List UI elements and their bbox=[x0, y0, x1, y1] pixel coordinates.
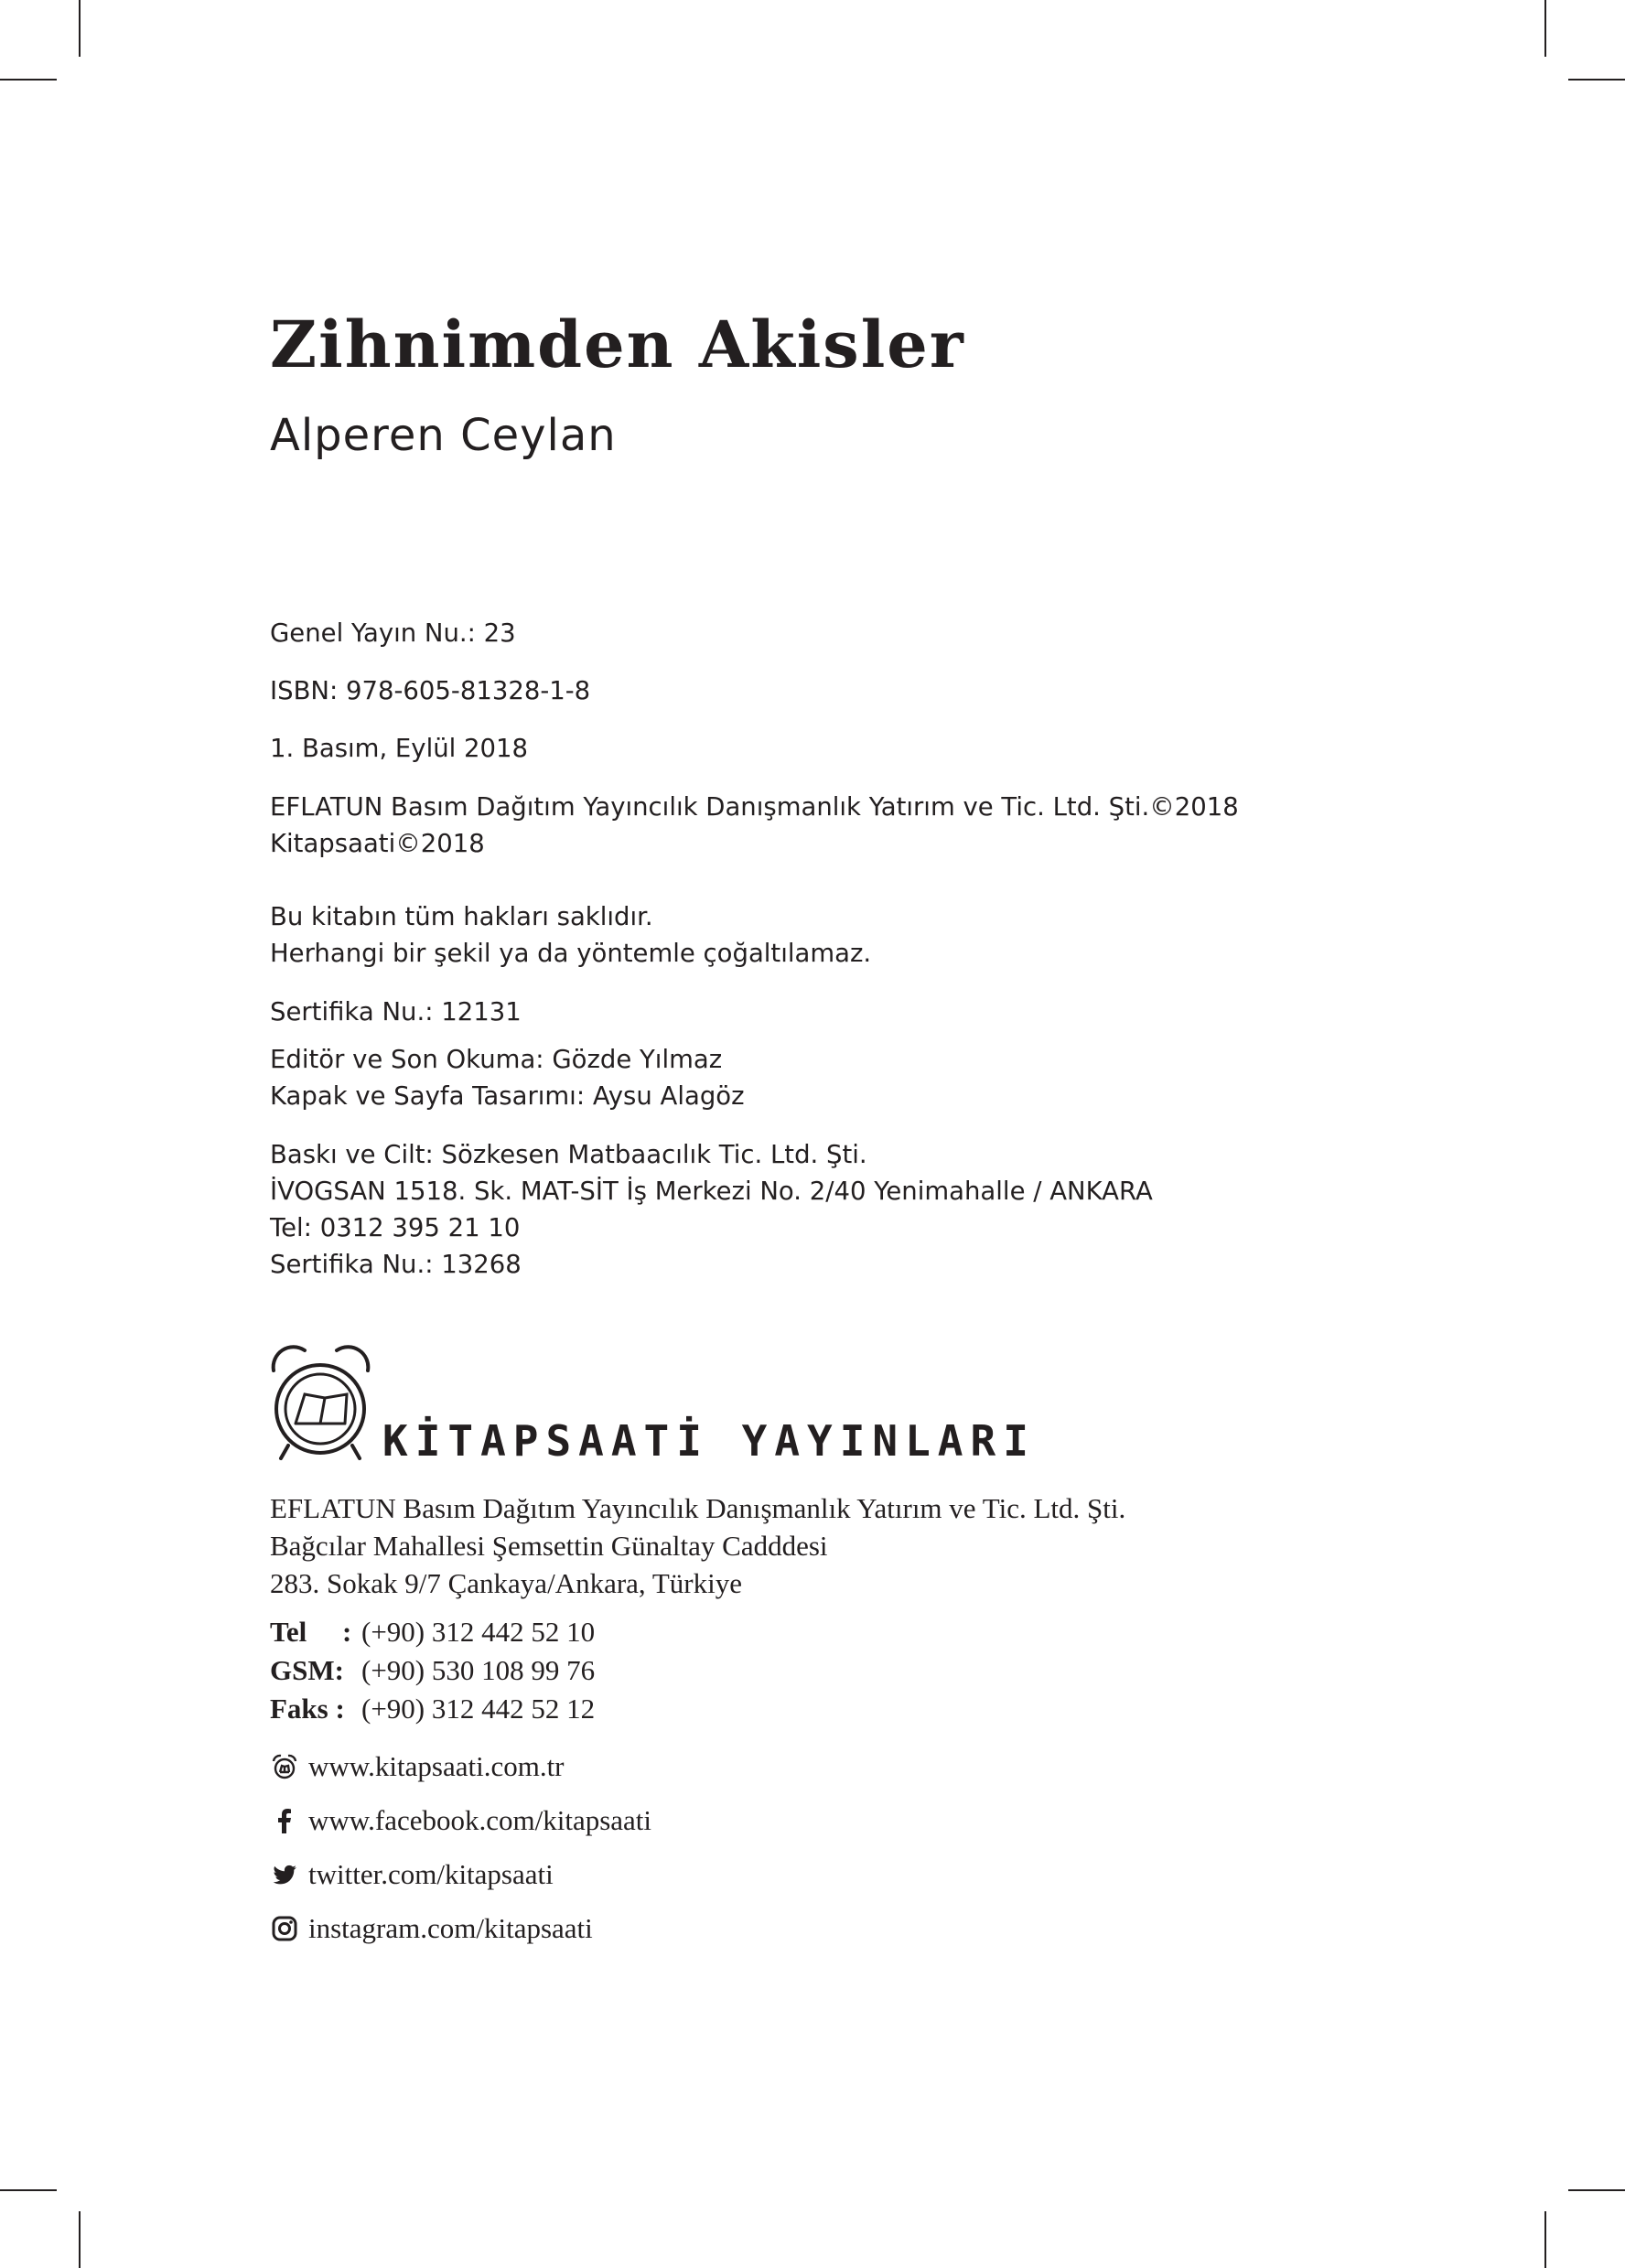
book-title: Zihnimden Akisler bbox=[270, 306, 965, 382]
copyright-company: EFLATUN Basım Dağıtım Yayıncılık Danışmanlık Yatırım ve Tic. Ltd. Şti.©2018 bbox=[270, 792, 1239, 822]
instagram-icon bbox=[270, 1914, 299, 1943]
book-author: Alperen Ceylan bbox=[270, 410, 617, 461]
print-certificate: Sertifika Nu.: 13268 bbox=[270, 1250, 522, 1279]
instagram-url[interactable]: instagram.com/kitapsaati bbox=[308, 1912, 593, 1944]
fax-row bbox=[270, 1690, 595, 1727]
publisher-brand-name: KİTAPSAATİ YAYINLARI bbox=[382, 1416, 1036, 1466]
publisher-company: EFLATUN Basım Dağıtım Yayıncılık Danışmanlık Yatırım ve Tic. Ltd. Şti. bbox=[270, 1492, 1126, 1524]
crop-mark bbox=[79, 0, 81, 57]
print-house: Baskı ve Cilt: Sözkesen Matbaacılık Tic. Ltd. Şti. bbox=[270, 1140, 867, 1169]
twitter-icon bbox=[270, 1860, 299, 1889]
phone-value: (+90) 312 442 52 10 bbox=[361, 1616, 596, 1648]
certificate-number: Sertifika Nu.: 12131 bbox=[270, 997, 522, 1027]
general-publication-number: Genel Yayın Nu.: 23 bbox=[270, 618, 516, 648]
crop-mark bbox=[1568, 2189, 1625, 2191]
copyright-brand: Kitapsaati©2018 bbox=[270, 829, 485, 858]
twitter-link[interactable] bbox=[270, 1858, 554, 1891]
fax-value: (+90) 312 442 52 12 bbox=[361, 1693, 596, 1725]
isbn: ISBN: 978-605-81328-1-8 bbox=[270, 676, 591, 705]
crop-mark bbox=[79, 2211, 81, 2268]
rights-line-1: Bu kitabın tüm hakları saklıdır. bbox=[270, 902, 653, 931]
crop-mark bbox=[1568, 79, 1625, 81]
gsm-label: GSM: bbox=[270, 1654, 344, 1686]
rights-line-2: Herhangi bir şekil ya da yöntemle çoğaltılamaz. bbox=[270, 939, 872, 968]
clock-icon bbox=[270, 1752, 299, 1781]
editor-credit: Editör ve Son Okuma: Gözde Yılmaz bbox=[270, 1045, 723, 1074]
instagram-link[interactable] bbox=[270, 1912, 593, 1945]
crop-mark bbox=[1544, 2211, 1546, 2268]
phone-row bbox=[270, 1613, 595, 1650]
crop-mark bbox=[0, 79, 57, 81]
publisher-address-line-1: Bağcılar Mahallesi Şemsettin Günaltay Cadddesi bbox=[270, 1530, 828, 1562]
crop-mark bbox=[1544, 0, 1546, 57]
edition: 1. Basım, Eylül 2018 bbox=[270, 734, 529, 763]
facebook-link[interactable] bbox=[270, 1804, 651, 1837]
gsm-row bbox=[270, 1651, 595, 1689]
publisher-address-line-2: 283. Sokak 9/7 Çankaya/Ankara, Türkiye bbox=[270, 1567, 742, 1599]
phone-label: Tel : bbox=[270, 1616, 352, 1648]
website-url[interactable]: www.kitapsaati.com.tr bbox=[308, 1750, 565, 1782]
crop-mark bbox=[0, 2189, 57, 2191]
designer-credit: Kapak ve Sayfa Tasarımı: Aysu Alagöz bbox=[270, 1081, 745, 1111]
website-link[interactable] bbox=[270, 1750, 565, 1783]
twitter-url[interactable]: twitter.com/kitapsaati bbox=[308, 1858, 554, 1890]
facebook-url[interactable]: www.facebook.com/kitapsaati bbox=[308, 1804, 652, 1836]
print-address: İVOGSAN 1518. Sk. MAT-SİT İş Merkezi No. 2/40 Yenimahalle / ANKARA bbox=[270, 1177, 1153, 1206]
alarm-clock-book-icon bbox=[268, 1343, 373, 1464]
fax-label: Faks : bbox=[270, 1693, 345, 1725]
gsm-value: (+90) 530 108 99 76 bbox=[361, 1654, 596, 1686]
print-tel: Tel: 0312 395 21 10 bbox=[270, 1213, 521, 1242]
facebook-icon bbox=[270, 1806, 299, 1835]
